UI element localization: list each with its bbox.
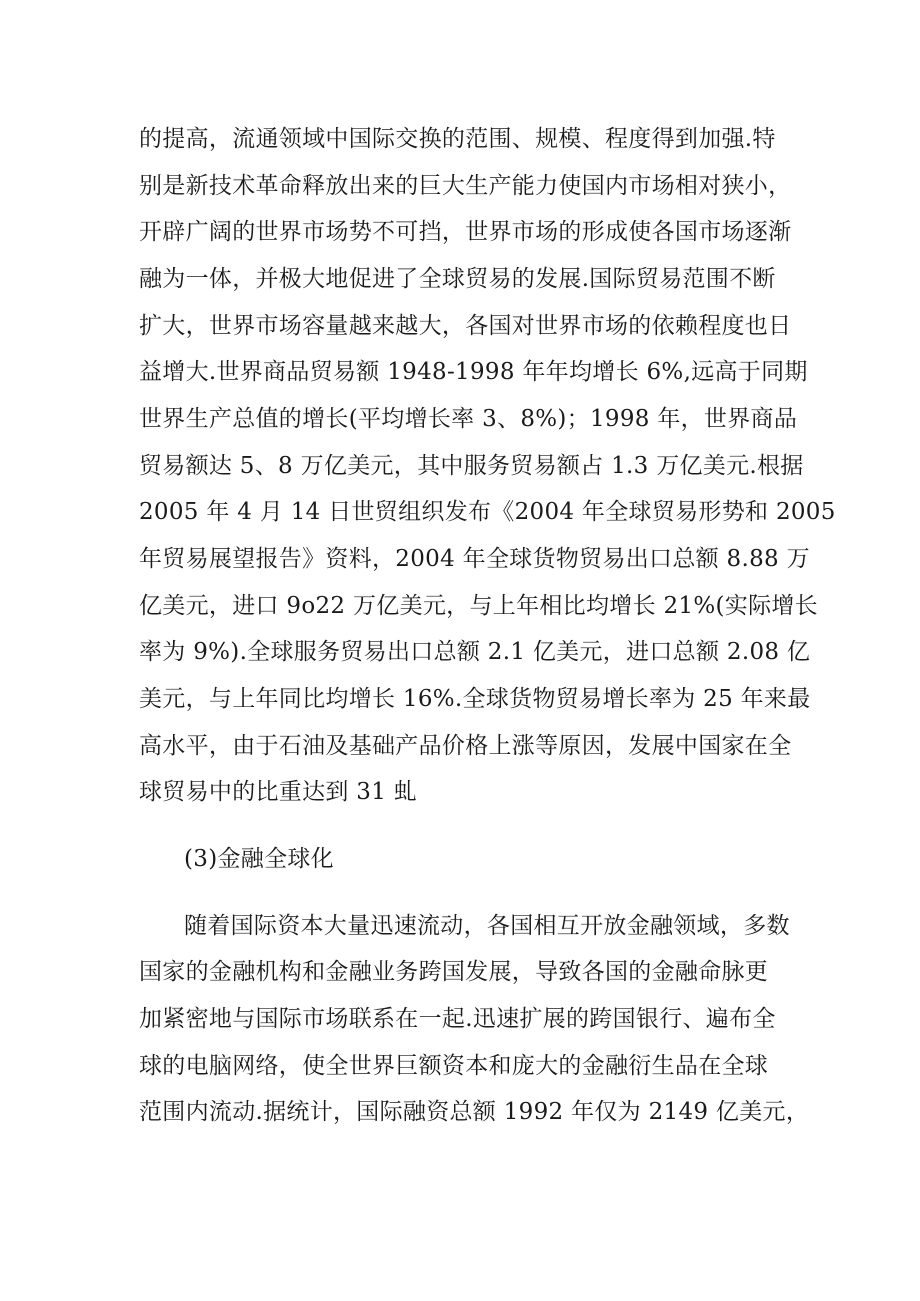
section-heading: (3)金融全球化 bbox=[184, 846, 334, 872]
paragraph-1-line-8: 贸易额达 5、8 万亿美元，其中服务贸易额占 1.3 万亿美元.根据 bbox=[139, 453, 804, 479]
paragraph-1-line-3: 开辟广阔的世界市场势不可挡，世界市场的形成使各国市场逐渐 bbox=[139, 219, 792, 245]
paragraph-1-line-6: 益增大.世界商品贸易额 1948-1998 年年均增长 6%,远高于同期 bbox=[139, 359, 808, 385]
paragraph-1-line-7: 世界生产总值的增长(平均增长率 3、8%)；1998 年，世界商品 bbox=[139, 406, 798, 432]
paragraph-1-line-4: 融为一体，并极大地促进了全球贸易的发展.国际贸易范围不断 bbox=[139, 266, 776, 292]
paragraph-1-line-2: 别是新技术革命释放出来的巨大生产能力使国内市场相对狭小， bbox=[139, 173, 792, 199]
paragraph-2-line-3: 加紧密地与国际市场联系在一起.迅速扩展的跨国银行、遍布全 bbox=[139, 1006, 776, 1032]
paragraph-2-line-1: 随着国际资本大量迅速流动，各国相互开放金融领域，多数 bbox=[184, 913, 790, 939]
paragraph-1-line-12: 率为 9%).全球服务贸易出口总额 2.1 亿美元，进口总额 2.08 亿 bbox=[139, 639, 811, 665]
paragraph-1-line-1: 的提高，流通领域中国际交换的范围、规模、程度得到加强.特 bbox=[139, 126, 776, 152]
paragraph-1-line-9: 2005 年 4 月 14 日世贸组织发布《2004 年全球贸易形势和 2005 bbox=[139, 499, 836, 525]
paragraph-2-line-2: 国家的金融机构和金融业务跨国发展，导致各国的金融命脉更 bbox=[139, 959, 769, 985]
paragraph-1-line-14: 高水平，由于石油及基础产品价格上涨等原因，发展中国家在全 bbox=[139, 733, 792, 759]
paragraph-2-line-4: 球的电脑网络，使全世界巨额资本和庞大的金融衍生品在全球 bbox=[139, 1053, 769, 1079]
paragraph-2-line-5: 范围内流动.据统计，国际融资总额 1992 年仅为 2149 亿美元， bbox=[139, 1099, 810, 1125]
paragraph-1-line-15: 球贸易中的比重达到 31 虬 bbox=[139, 779, 418, 805]
paragraph-1-line-11: 亿美元，进口 9o22 万亿美元，与上年相比均增长 21%(实际增长 bbox=[139, 593, 818, 619]
paragraph-1-line-10: 年贸易展望报告》资料，2004 年全球货物贸易出口总额 8.88 万 bbox=[139, 546, 810, 572]
paragraph-1-line-13: 美元，与上年同比均增长 16%.全球货物贸易增长率为 25 年来最 bbox=[139, 686, 811, 712]
paragraph-1-line-5: 扩大，世界市场容量越来越大，各国对世界市场的依赖程度也日 bbox=[139, 313, 792, 339]
